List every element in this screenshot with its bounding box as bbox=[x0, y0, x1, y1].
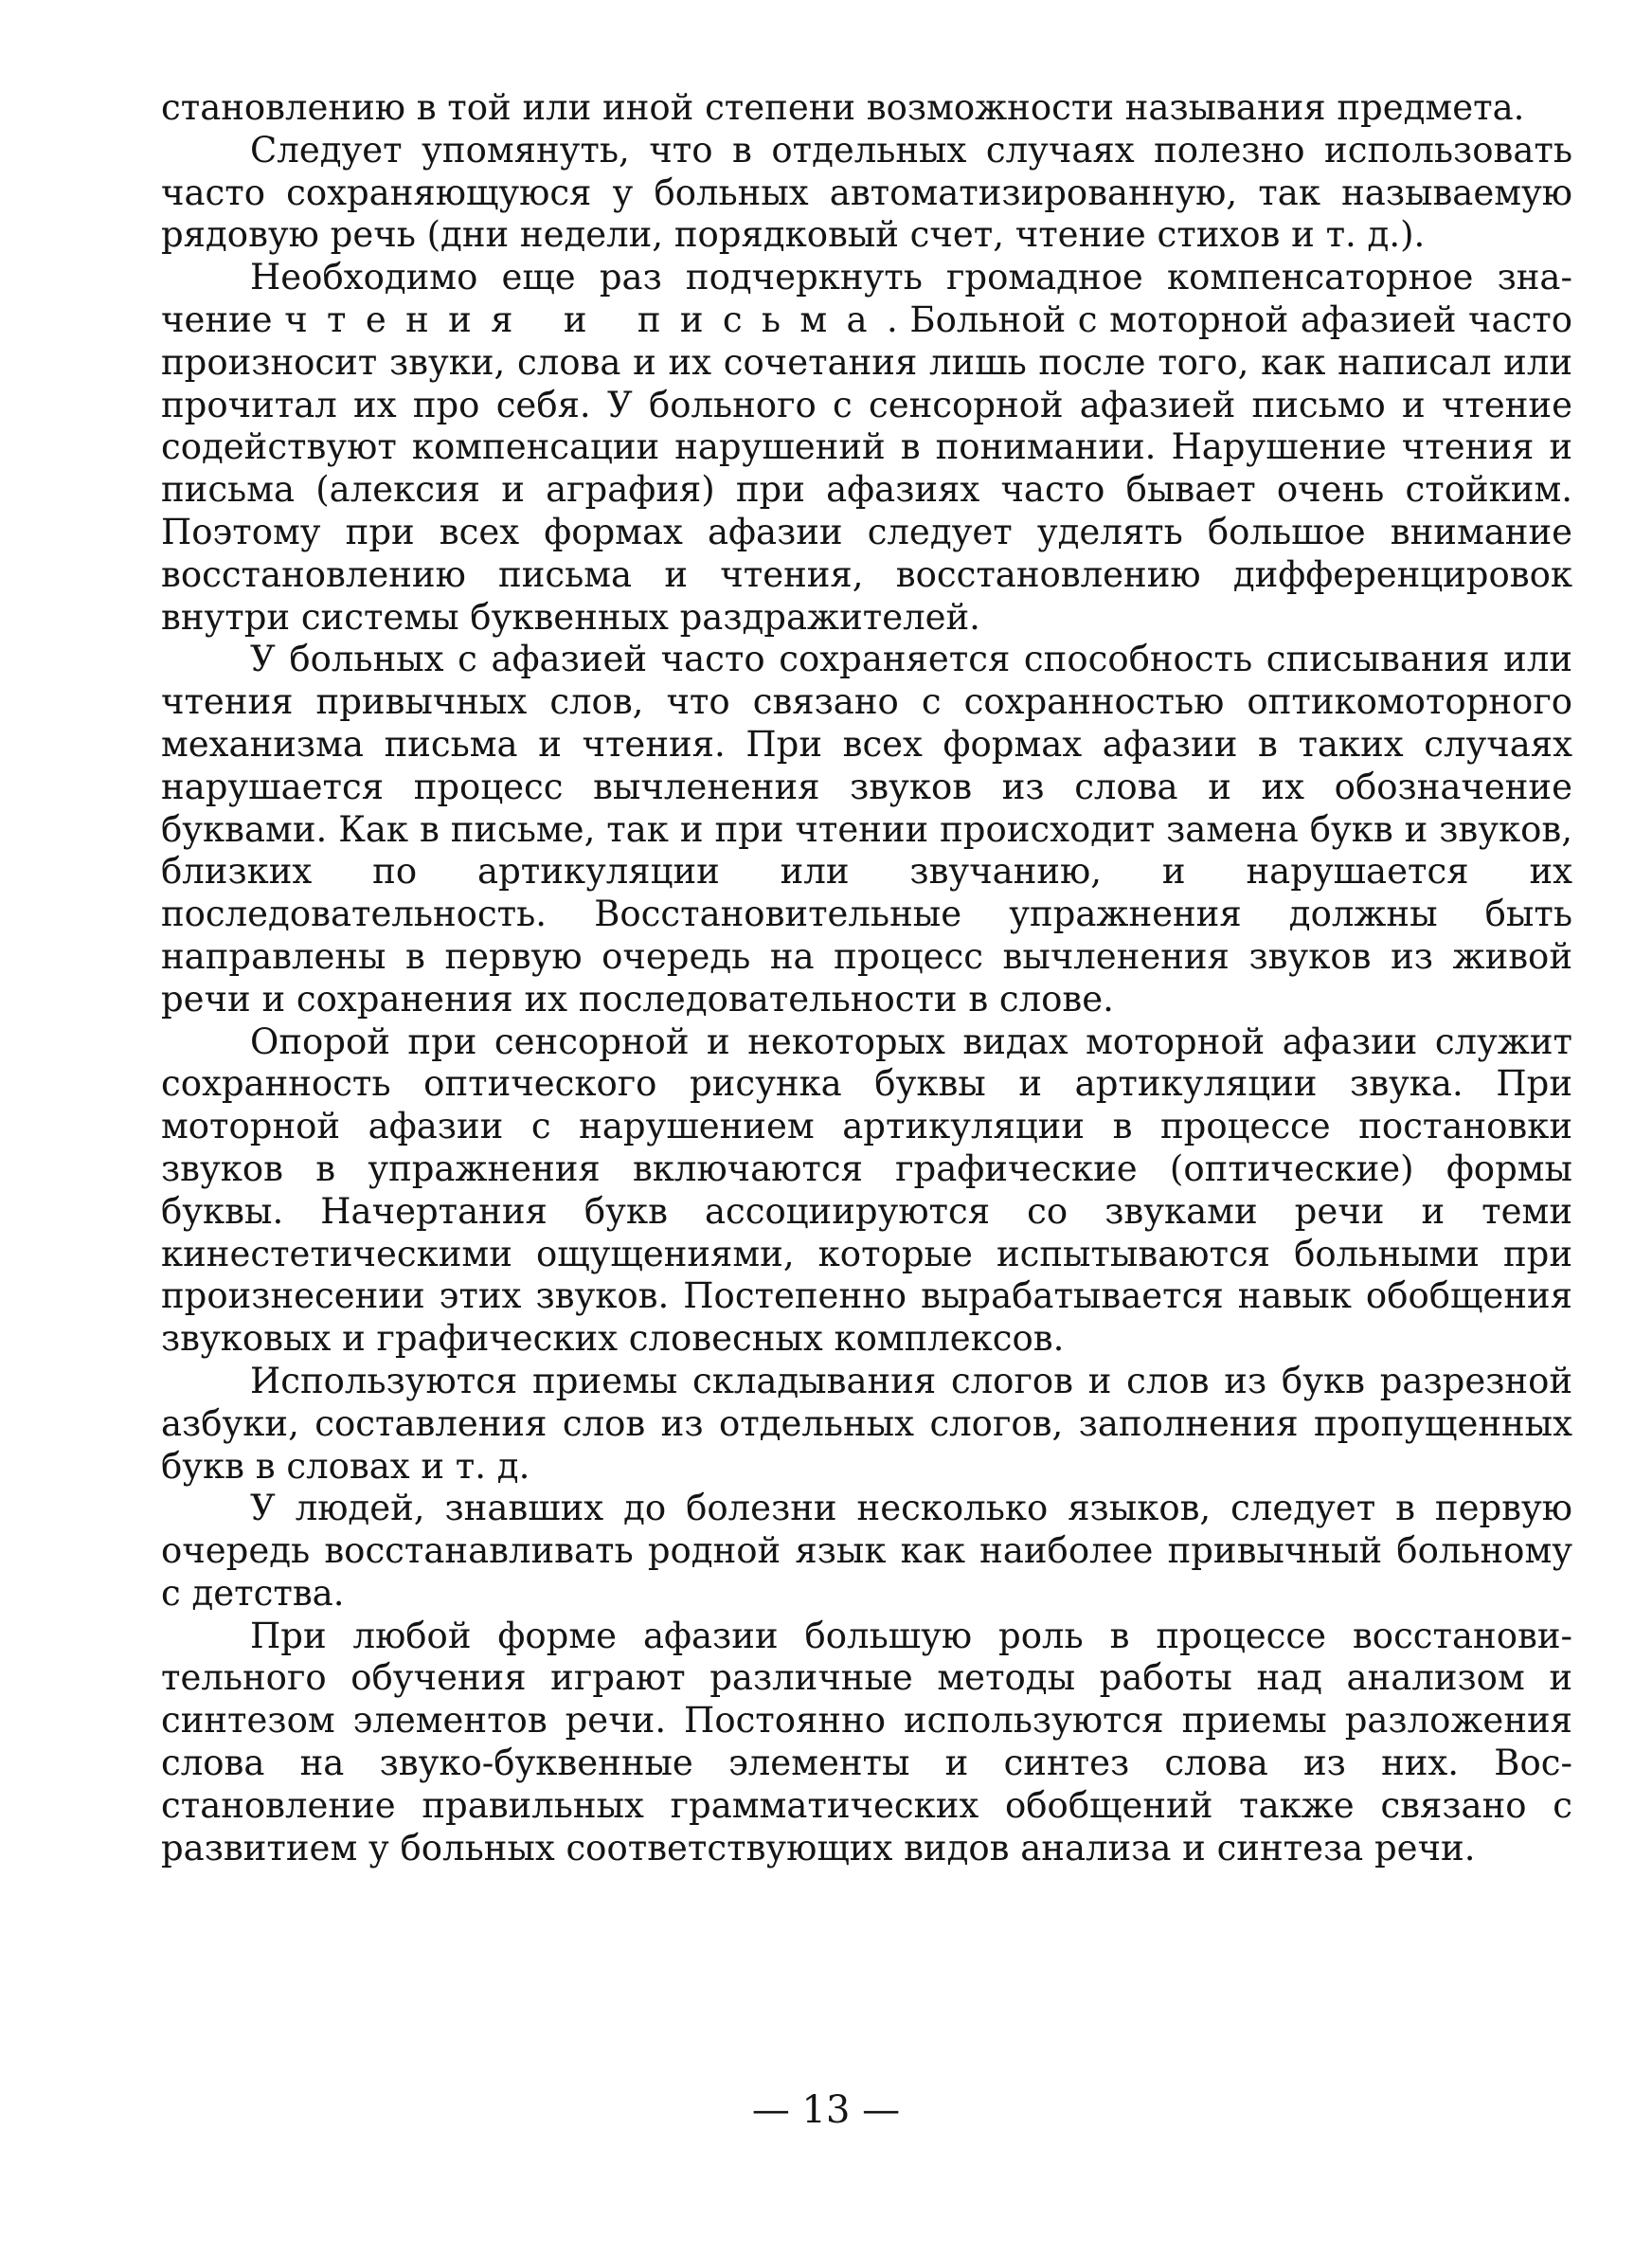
emphasis-reading-writing: чтения и письма bbox=[284, 298, 887, 340]
paragraph-split-alphabet: Используются приемы складывания слогов и слов из букв разрезной азбуки, составления слов из отдельных слогов, заполнения пропущенных букв в словах и т. д. bbox=[161, 1360, 1572, 1487]
paragraph-optical-support: Опорой при сенсорной и некоторых видах моторной афазии служит сохранность оптического рисунка буквы и артикуляции звука. При моторной афазии с нарушением артикуляции в процессе постановки звуков в упражнения включаются графические (оптические) формы буквы. Начертания букв ассоциируются со звуками речи и теми кинестетическими ощущениями, которые испытываются больными при произнесении этих звуков. Постепенно вырабатывается навык обобщения звуковых и графических словесных комплексов. bbox=[161, 1020, 1572, 1360]
paragraph-copying-words: У больных с афазией часто сохраняется способность списывания или чтения привычных слов, что связано с сохранностью оптикомоторного механизма письма и чтения. При всех формах афазии в таких случаях нарушается процесс вычленения звуков из слова и их обозначение буквами. Как в письме, так и при чтении происходит замена букв и звуков, близких по артикуляции или звучанию, и нарушается их последовательность. Восстановительные упражнения должны быть направлены в первую очередь на процесс вычленения звуков из живой речи и сохранения их последовательности в слове. bbox=[161, 639, 1572, 1020]
paragraph-native-language: У людей, знавших до болезни несколько языков, следует в первую очередь восстанавливать родной язык как наиболее привычный больному с детства. bbox=[161, 1488, 1572, 1614]
paragraph-analysis-synthesis: При любой форме афазии большую роль в процессе восстановительного обучения играют различные методы работы над анализом и синтезом элементов речи. Постоянно используются приемы разложения слова на звуко-буквенные элементы и синтез слова из них. Восстановление правильных грамматических обобщений также связано с развитием у больных соответствующих видов анализа и синтеза речи. bbox=[161, 1615, 1572, 1869]
paragraph-continuation: становлению в той или иной степени возможности называния предмета. bbox=[161, 87, 1525, 128]
paragraph-reading-writing bbox=[161, 257, 1572, 639]
paragraph-reading-writing-intro: Необходимо еще раз подчеркнуть громадное компенсаторное значение bbox=[161, 257, 1572, 340]
paragraph-reading-writing-rest: . Больной с моторной афазией часто произносит звуки, слова и их сочетания лишь после того, как написал или прочитал их про себя. У больного с сенсорной афазией письмо и чтение содействуют компенсации нарушений в понимании. Нарушение чтения и письма (алексия и аграфия) при афазиях часто бывает очень стойким. Поэтому при всех формах афазии следует уделять большое внимание восстановлению письма и чтения, восстановлению дифференцировок внутри системы буквенных раздражителей. bbox=[161, 298, 1572, 638]
paragraph-automated-speech: Следует упомянуть, что в отдельных случаях полезно использовать часто сохраняющуюся у больных автоматизированную, так называемую рядовую речь (дни недели, порядковый счет, чтение стихов и т. д.). bbox=[161, 129, 1572, 256]
body-text bbox=[161, 87, 1572, 1869]
page-number: — 13 — bbox=[751, 2088, 901, 2132]
